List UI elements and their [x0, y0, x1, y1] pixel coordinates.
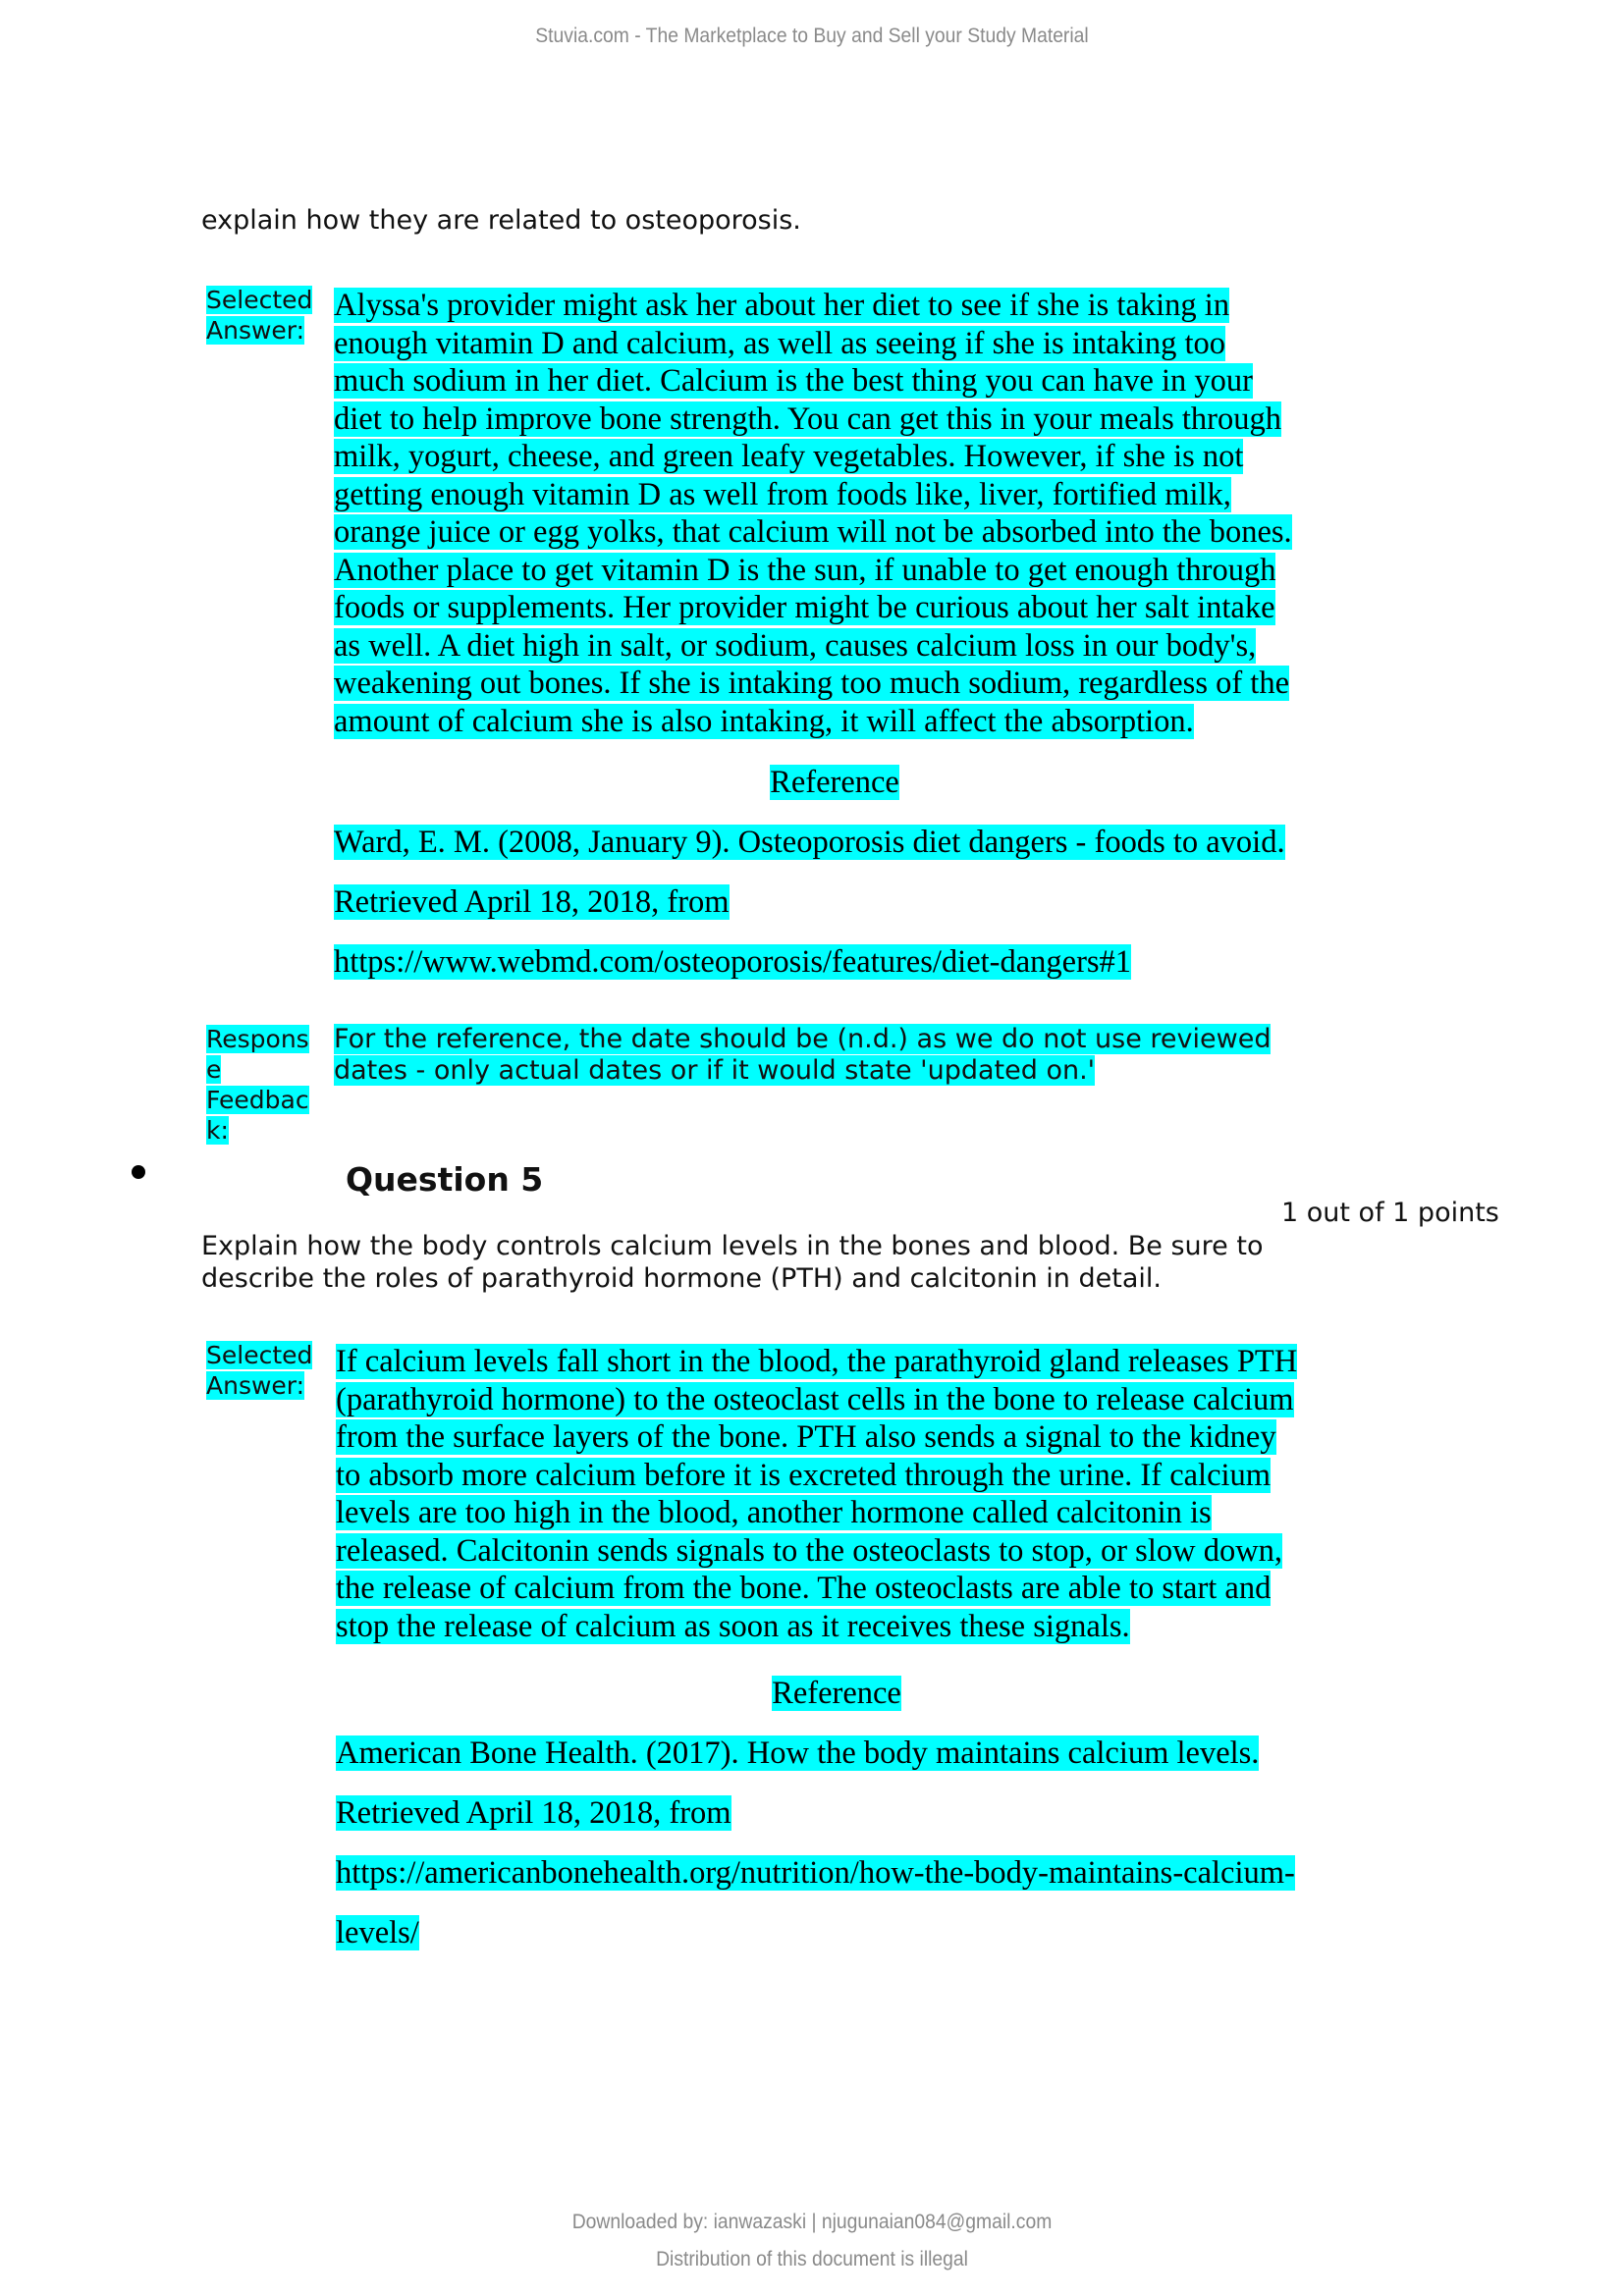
question4-reference-line: Ward, E. M. (2008, January 9). Osteoporosis diet dangers - foods to avoid. — [334, 825, 1285, 860]
answer-line: Alyssa's provider might ask her about her diet to see if she is taking in — [334, 288, 1230, 323]
question4-reference-title: Reference — [770, 765, 899, 800]
footer-distribution-notice: Distribution of this document is illegal — [656, 2248, 968, 2270]
footer-downloaded-by: Downloaded by: ianwazaski | njugunaian084@gmail.com — [571, 2211, 1053, 2233]
answer-paragraph — [336, 1343, 1337, 1645]
answer-line: as well. A diet high in salt, or sodium, causes calcium loss in our body's, — [334, 627, 1257, 664]
answer-line: orange juice or egg yolks, that calcium will not be absorbed into the bones. — [334, 514, 1292, 550]
question4-selected-answer — [334, 287, 1335, 740]
answer-line: from the surface layers of the bone. PTH also sends a signal to the kidney — [336, 1419, 1276, 1455]
question5-prompt: Explain how the body controls calcium levels in the bones and blood. Be sure to describe the roles of parathyroid hormone (PTH) and calcitonin in detail. — [201, 1231, 1264, 1294]
answer-line: the release of calcium from the bone. The osteoclasts are able to start and — [336, 1571, 1272, 1606]
question5-reference-line: Retrieved April 18, 2018, from — [336, 1795, 731, 1831]
answer-line: weakening out bones. If she is intaking too much sodium, regardless of the — [334, 666, 1290, 701]
selected-label-line: Selected — [206, 286, 313, 314]
question4-prompt-tail: explain how they are related to osteoporosis. — [201, 205, 801, 236]
header-watermark: Stuvia.com - The Marketplace to Buy and Sell your Study Material — [535, 25, 1089, 47]
answer-line: diet to help improve bone strength. You can get this in your meals through — [334, 400, 1281, 437]
answer-line: Another place to get vitamin D is the sun, if unable to get enough through — [334, 552, 1276, 588]
answer-line: amount of calcium she is also intaking, it will affect the absorption. — [334, 703, 1194, 739]
answer-line: released. Calcitonin sends signals to the osteoclasts to stop, or slow down, — [336, 1532, 1283, 1569]
answer-line: foods or supplements. Her provider might be curious about her salt intake — [334, 590, 1275, 625]
answer-label-line: Answer: — [206, 316, 305, 345]
question5-reference-line: American Bone Health. (2017). How the body maintains calcium levels. — [336, 1735, 1260, 1771]
response-feedback-label: Respons e Feedbac k: — [206, 1025, 309, 1145]
answer-line: (parathyroid hormone) to the osteoclast cells in the bone to release calcium — [336, 1381, 1294, 1417]
selected-answer-label — [206, 285, 319, 346]
answer-line: enough vitamin D and calcium, as well as seeing if she is intaking too — [334, 325, 1226, 361]
question5-reference-url[interactable]: https://americanbonehealth.org/nutrition/how-the-body-maintains-calcium- — [336, 1855, 1295, 1891]
answer-line: stop the release of calcium as soon as it receives these signals. — [336, 1608, 1130, 1644]
answer-line: levels are too high in the blood, another hormone called calcitonin is — [336, 1495, 1212, 1530]
answer-line: If calcium levels fall short in the blood, the parathyroid gland releases PTH — [336, 1344, 1298, 1379]
question5-title: Question 5 — [346, 1160, 544, 1199]
answer-line: to absorb more calcium before it is excreted through the urine. If calcium — [336, 1457, 1272, 1493]
answer-line: much sodium in her diet. Calcium is the best thing you can have in your — [334, 363, 1254, 399]
answer-paragraph — [334, 287, 1335, 740]
answer-line: milk, yogurt, cheese, and green leafy vegetables. However, if she is not — [334, 439, 1244, 474]
question5-points: 1 out of 1 points — [1281, 1198, 1499, 1228]
response-feedback-text: For the reference, the date should be (n.d.) as we do not use reviewed dates - only actual dates or if it would state 'updated on.' — [334, 1024, 1272, 1086]
question5-selected-answer — [336, 1343, 1337, 1645]
bullet-icon — [132, 1165, 145, 1179]
question4-reference-line: Retrieved April 18, 2018, from — [334, 884, 730, 920]
question4-reference-url[interactable]: https://www.webmd.com/osteoporosis/features/diet-dangers#1 — [334, 944, 1132, 980]
question5-reference-url-continued[interactable]: levels/ — [336, 1915, 419, 1950]
selected-answer-label: Selected Answer: — [206, 1341, 313, 1400]
question5-reference-title: Reference — [772, 1676, 901, 1711]
answer-line: getting enough vitamin D as well from foods like, liver, fortified milk, — [334, 476, 1231, 512]
